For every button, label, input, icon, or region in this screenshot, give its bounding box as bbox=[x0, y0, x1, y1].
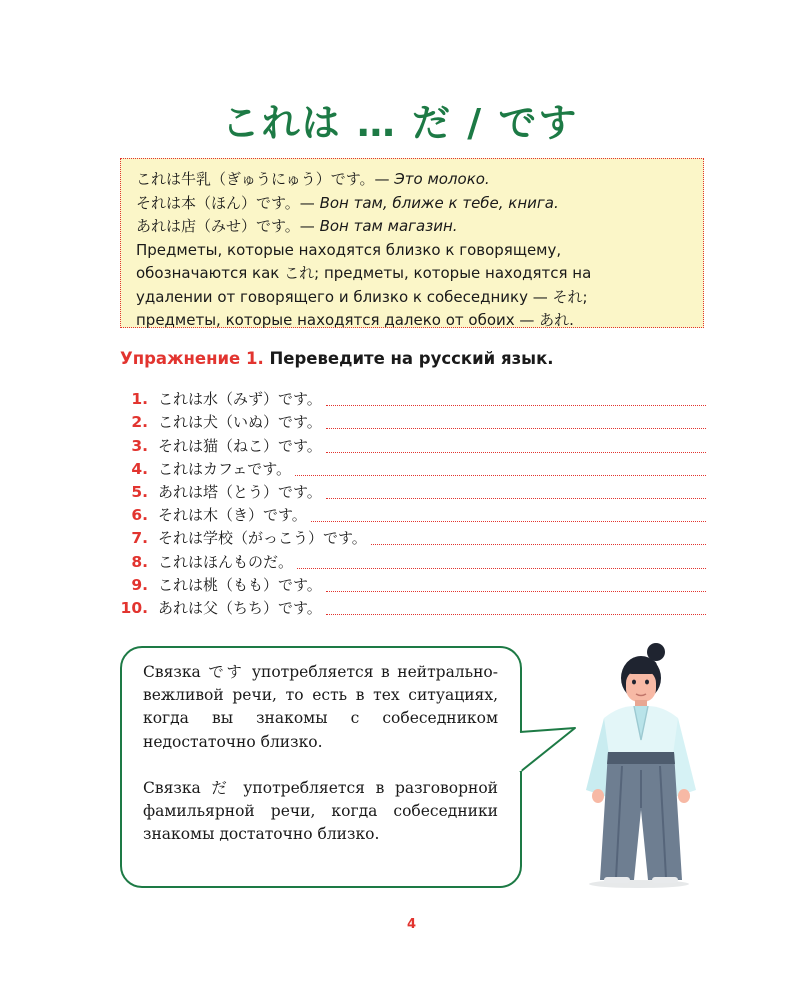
page-number: 4 bbox=[406, 917, 417, 932]
bubble-paragraph-desu: Связка です употребляется в нейтрально-вежливой речи, то есть в тех ситуациях, когда вы знакомы с собеседником недостаточно близко. bbox=[143, 663, 498, 751]
answer-line[interactable] bbox=[326, 428, 706, 429]
info-explanation-line: Предметы, которые находятся близко к говорящему, bbox=[136, 240, 562, 259]
exercise-item bbox=[118, 572, 706, 595]
info-example-2: それは本（ほん）です。— Вон там, ближе к тебе, книга. bbox=[136, 193, 559, 212]
speech-bubble-tail bbox=[519, 724, 581, 786]
grammar-info-box bbox=[120, 158, 704, 328]
exercise-sentence: それは学校（がっこう）です。 bbox=[158, 529, 367, 548]
exercise-sentence: それは木（き）です。 bbox=[158, 506, 307, 525]
exercise-number: 3. bbox=[131, 436, 148, 455]
exercise-sentence: あれは父（ちち）です。 bbox=[158, 598, 322, 617]
exercise-item bbox=[118, 525, 706, 548]
info-explanation-line: удалении от говорящего и близко к собеседнику — それ; bbox=[136, 287, 588, 306]
exercise-item bbox=[118, 502, 706, 525]
exercise-sentence: これはカフェです。 bbox=[158, 459, 292, 478]
exercise-number: 8. bbox=[131, 552, 148, 571]
exercise-sentence: それは猫（ねこ）です。 bbox=[158, 436, 322, 455]
answer-line[interactable] bbox=[326, 591, 706, 592]
exercise-number: 2. bbox=[131, 413, 148, 432]
exercise-item bbox=[118, 409, 706, 432]
info-explanation-line: обозначаются как これ; предметы, которые находятся на bbox=[136, 264, 592, 282]
exercise-sentence: これは水（みず）です。 bbox=[158, 390, 322, 409]
exercise-item bbox=[118, 479, 706, 502]
answer-line[interactable] bbox=[371, 544, 706, 545]
samurai-character-illustration bbox=[574, 640, 704, 892]
answer-line[interactable] bbox=[326, 498, 706, 499]
exercise-item bbox=[118, 386, 706, 409]
exercise-sentence: これは桃（もも）です。 bbox=[158, 575, 322, 594]
exercise-number: 10. bbox=[120, 598, 148, 617]
info-explanation-line: предметы, которые находятся далеко от обоих — あれ. bbox=[136, 311, 574, 329]
answer-line[interactable] bbox=[326, 452, 706, 453]
exercise-label: Упражнение 1. bbox=[120, 349, 264, 368]
info-example-1: これは牛乳（ぎゅうにゅう）です。— Это молоко. bbox=[136, 170, 490, 188]
exercise-instruction: Переведите на русский язык. bbox=[269, 349, 554, 368]
bubble-paragraph-da: Связка だ употребляется в разговорной фамильярной речи, когда собеседники знакомы достаточно близко. bbox=[143, 778, 498, 844]
exercise-item bbox=[118, 456, 706, 479]
page-title: これは … だ / です bbox=[221, 101, 579, 145]
exercise-number: 7. bbox=[131, 529, 148, 548]
exercise-sentence: これはほんものだ。 bbox=[158, 552, 294, 571]
exercise-item bbox=[118, 595, 706, 618]
answer-line[interactable] bbox=[326, 405, 706, 406]
exercise-number: 5. bbox=[131, 482, 148, 501]
exercise-sentence: これは犬（いぬ）です。 bbox=[158, 413, 322, 432]
exercise-number: 1. bbox=[131, 390, 148, 409]
exercise-number: 6. bbox=[131, 506, 148, 525]
exercise-item bbox=[118, 432, 706, 455]
exercise-item bbox=[118, 548, 706, 571]
exercise-list bbox=[118, 386, 706, 618]
info-example-3: あれは店（みせ）です。— Вон там магазин. bbox=[136, 217, 458, 235]
answer-line[interactable] bbox=[311, 521, 706, 522]
answer-line[interactable] bbox=[297, 568, 706, 569]
exercise-number: 9. bbox=[131, 575, 148, 594]
speech-bubble bbox=[120, 646, 522, 888]
exercise-number: 4. bbox=[131, 459, 148, 478]
answer-line[interactable] bbox=[326, 614, 706, 615]
exercise-heading bbox=[120, 349, 554, 368]
answer-line[interactable] bbox=[295, 475, 706, 476]
exercise-sentence: あれは塔（とう）です。 bbox=[158, 482, 322, 501]
